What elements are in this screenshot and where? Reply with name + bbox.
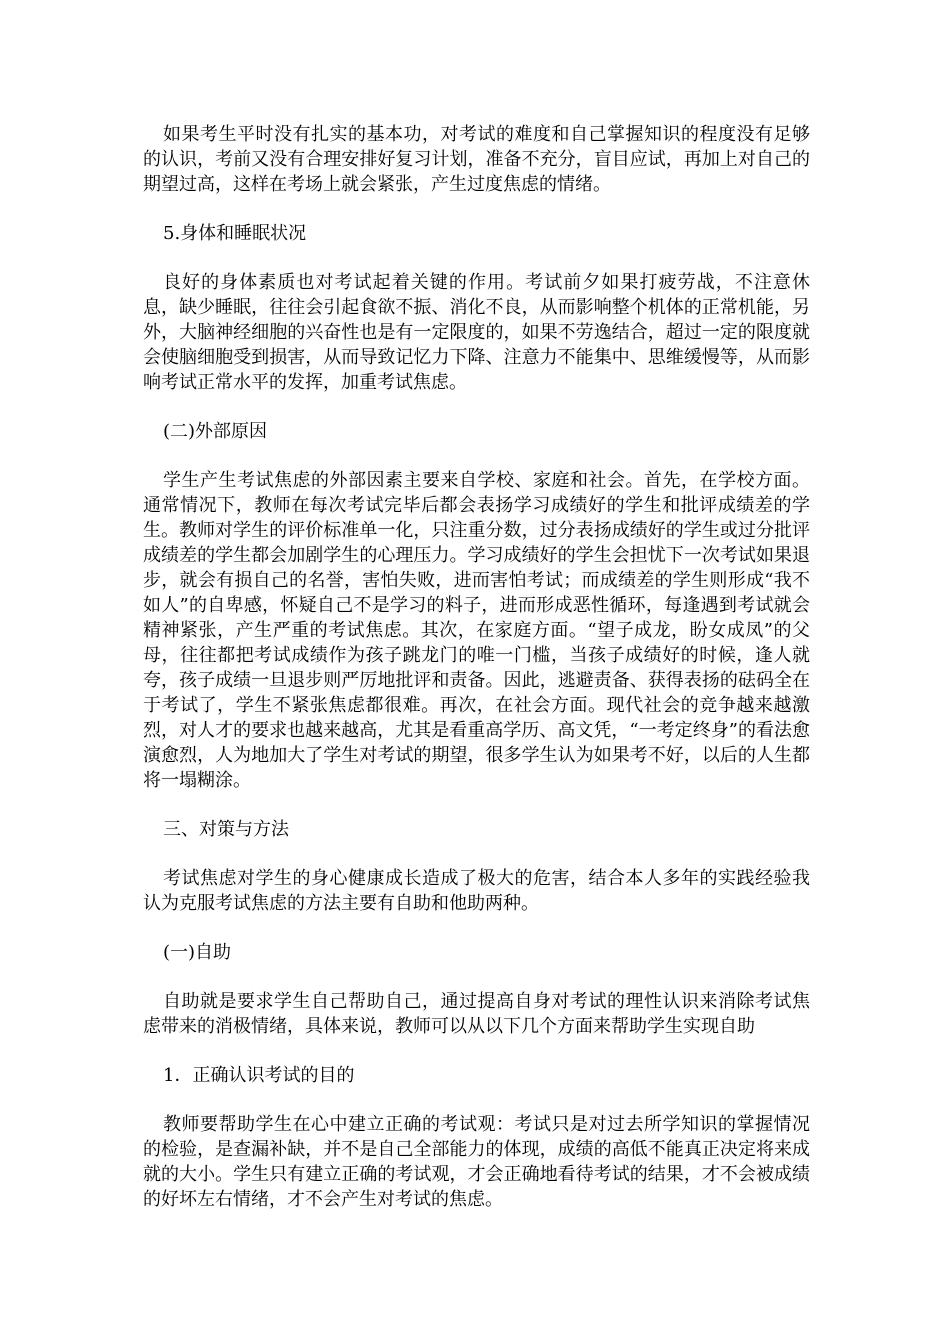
paragraph-gap	[143, 197, 810, 221]
paragraph: 学生产生考试焦虑的外部因素主要来自学校、家庭和社会。首先，在学校方面。通常情况下，教师在每次考试完毕后都会表扬学习成绩好的学生和批评成绩差的学生。教师对学生的评价标准单一化，只注重分数，过分表扬成绩好的学生或过分批评成绩差的学生都会加剧学生的心理压力。学习成绩好的学生会担忧下一次考试如果退步，就会有损自己的名誉，害怕失败，进而害怕考试；而成绩差的学生则形成“我不如人”的自卑感，怀疑自己不是学习的料子，进而形成恶性循环，每逢遇到考试就会精神紧张，产生严重的考试焦虑。其次，在家庭方面。“望子成龙，盼女成凤”的父母，往往都把考试成绩作为孩子跳龙门的唯一门槛，当孩子成绩好的时候，逢人就夸，孩子成绩一旦退步则严厉地批评和责备。因此，逃避责备、获得表扬的砝码全在于考试了，学生不紧张焦虑都很难。再次，在社会方面。现代社会的竞争越来越激烈，对人才的要求也越来越高，尤其是看重高学历、高文凭，“一考定终身”的看法愈演愈烈，人为地加大了学生对考试的期望，很多学生认为如果考不好，以后的人生都将一塌糊涂。	[143, 470, 810, 791]
document-page	[143, 122, 810, 1212]
paragraph-gap	[143, 916, 810, 940]
section-heading: (二)外部原因	[163, 421, 268, 442]
paragraph: 良好的身体素质也对考试起着关键的作用。考试前夕如果打疲劳战，不注意休息，缺少睡眠，往往会引起食欲不振、消化不良，从而影响整个机体的正常机能，另外，大脑神经细胞的兴奋性也是有一定限度的，如果不劳逸结合，超过一定的限度就会使脑细胞受到损害，从而导致记忆力下降、注意力不能集中、思维缓慢等，从而影响考试正常水平的发挥，加重考试焦虑。	[143, 272, 810, 393]
paragraph-gap	[143, 395, 810, 419]
paragraph-gap	[143, 793, 810, 817]
paragraph-gap	[143, 842, 810, 866]
paragraph-gap	[143, 965, 810, 989]
section-heading: 5.身体和睡眠状况	[163, 223, 307, 244]
section-heading: 1．正确认识考试的目的	[163, 1065, 355, 1086]
paragraph-gap	[143, 1039, 810, 1063]
section-heading: 三、对策与方法	[163, 819, 289, 840]
paragraph-gap	[143, 1088, 810, 1112]
paragraph: 考试焦虑对学生的身心健康成长造成了极大的危害，结合本人多年的实践经验我认为克服考试焦虑的方法主要有自助和他助两种。	[143, 868, 810, 914]
paragraph-gap	[143, 444, 810, 468]
paragraph: 如果考生平时没有扎实的基本功，对考试的难度和自己掌握知识的程度没有足够的认识，考前又没有合理安排好复习计划，准备不充分，盲目应试，再加上对自己的期望过高，这样在考场上就会紧张，产生过度焦虑的情绪。	[143, 124, 810, 195]
paragraph-gap	[143, 246, 810, 270]
paragraph: 自助就是要求学生自己帮助自己，通过提高自身对考试的理性认识来消除考试焦虑带来的消极情绪，具体来说，教师可以从以下几个方面来帮助学生实现自助	[143, 991, 810, 1037]
section-heading: (一)自助	[163, 942, 232, 963]
paragraph: 教师要帮助学生在心中建立正确的考试观：考试只是对过去所学知识的掌握情况的检验，是查漏补缺，并不是自己全部能力的体现，成绩的高低不能真正决定将来成就的大小。学生只有建立正确的考试观，才会正确地看待考试的结果，才不会被成绩的好坏左右情绪，才不会产生对考试的焦虑。	[143, 1114, 810, 1210]
